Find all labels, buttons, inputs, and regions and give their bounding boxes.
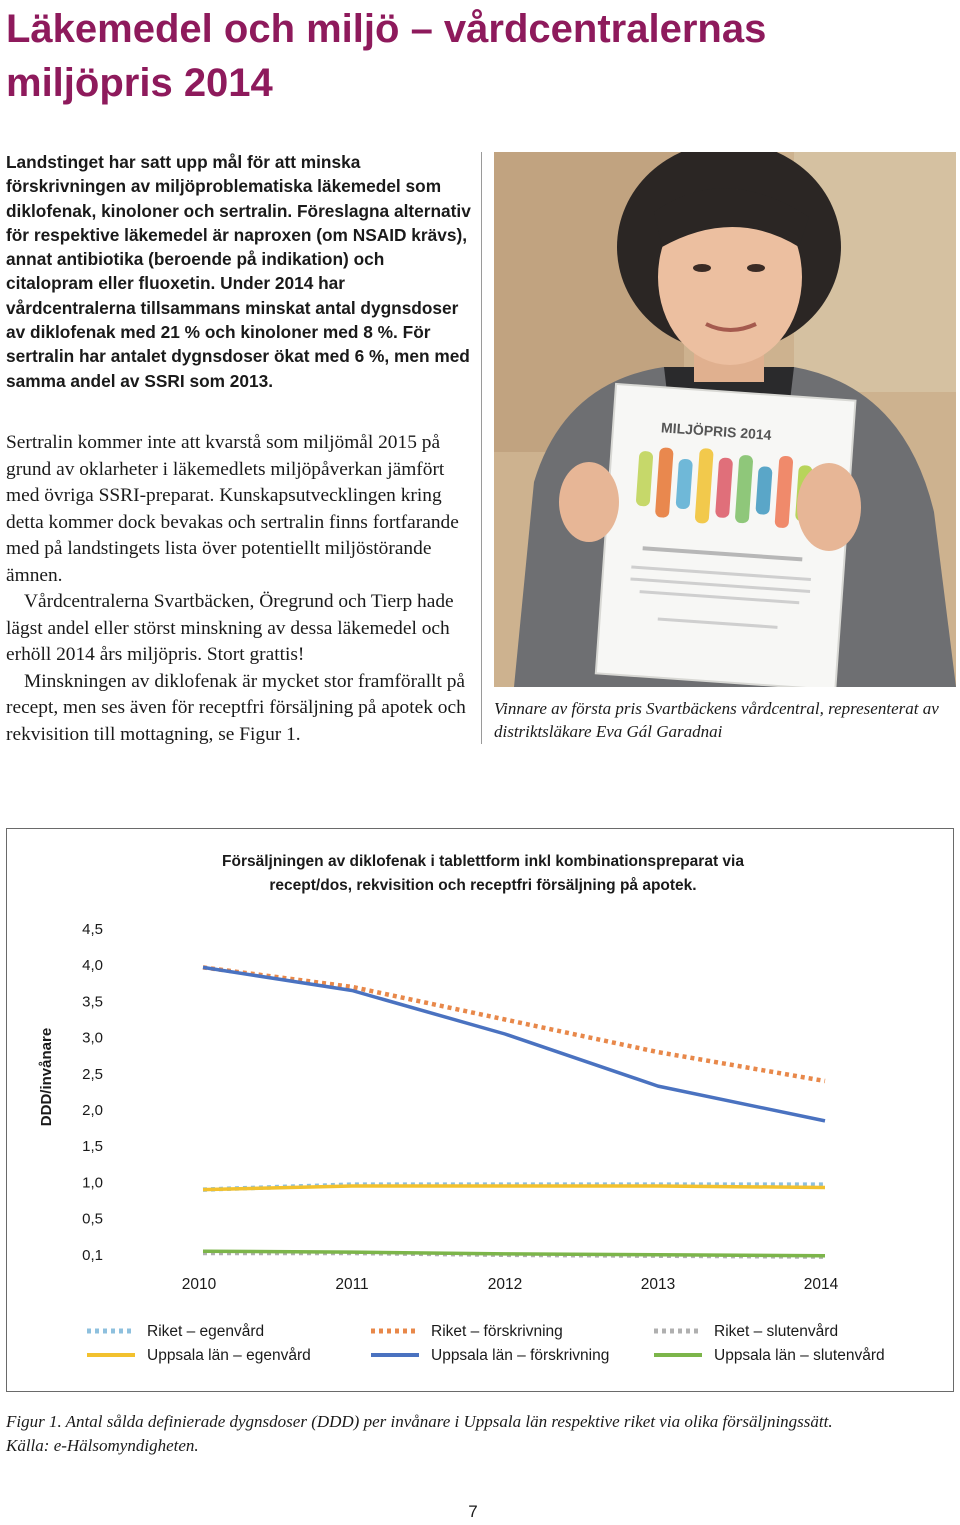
series-line: [203, 967, 825, 1121]
title-line-1: Läkemedel och miljö – vårdcentralernas: [6, 7, 767, 51]
article-title: [6, 2, 946, 110]
award-photo: [494, 152, 956, 687]
column-divider: [481, 152, 482, 744]
chart-lines: [203, 967, 825, 1256]
series-line: [203, 1186, 825, 1190]
article-body: [6, 430, 476, 748]
chart-legend: [87, 1323, 885, 1364]
award-photo-illustration: [494, 152, 956, 687]
series-line: [203, 967, 825, 1081]
legend-label: Uppsala län – egenvård: [147, 1347, 311, 1364]
y-tick-label: 1,0: [82, 1174, 103, 1192]
photo-caption: Vinnare av första pris Svartbäckens vårdcentral, representerat av distriktsläkare Eva Gál Garadnai: [494, 699, 939, 741]
chart-ticks: [82, 921, 838, 1293]
series-line: [203, 1251, 825, 1256]
chart-title-line-1: Försäljningen av diklofenak i tablettform inkl kombinationspreparat via: [222, 853, 744, 870]
y-tick-label: 4,5: [82, 921, 103, 938]
figure-box: [6, 828, 954, 1392]
x-tick-label: 2011: [335, 1276, 369, 1293]
y-tick-label: 2,0: [82, 1102, 103, 1119]
y-axis-label: DDD/invånare: [38, 1027, 55, 1127]
line-chart: [7, 829, 955, 1393]
document-title: MILJÖPRIS 2014: [660, 419, 772, 443]
y-tick-label: 2,5: [82, 1065, 103, 1083]
x-tick-label: 2012: [487, 1276, 523, 1293]
body-paragraph: Minskningen av diklofenak är mycket stor framförallt på recept, men ses även för receptfri försäljning på apotek och rekvisition till mottagning, se Figur 1.: [6, 670, 466, 745]
page-number: 7: [468, 1502, 478, 1521]
legend-label: Riket – förskrivning: [431, 1323, 563, 1340]
legend-label: Riket – slutenvård: [714, 1323, 839, 1340]
y-tick-label: 3,5: [82, 993, 103, 1011]
legend-label: Uppsala län – förskrivning: [431, 1347, 610, 1364]
y-tick-label: 0,1: [82, 1246, 103, 1264]
body-paragraph: Vårdcentralerna Svartbäcken, Öregrund och Tierp hade lägst andel eller störst minskning av dessa läkemedel och erhöll 2014 års miljöpris. Stort grattis!: [6, 591, 454, 665]
figure-caption-line-1: Figur 1. Antal sålda definierade dygnsdoser (DDD) per invånare i Uppsala län respektive riket via olika försäljningssätt.: [6, 1412, 833, 1431]
y-tick-label: 0,5: [82, 1210, 103, 1228]
x-tick-label: 2013: [640, 1276, 676, 1293]
legend-label: Uppsala län – slutenvård: [714, 1347, 885, 1364]
y-tick-label: 1,5: [82, 1138, 103, 1156]
title-line-2: miljöpris 2014: [6, 61, 273, 105]
legend-label: Riket – egenvård: [147, 1323, 265, 1340]
x-tick-label: 2014: [803, 1276, 839, 1293]
lead-paragraph: Landstinget har satt upp mål för att minska förskrivningen av miljöproblematiska läkemedel som diklofenak, kinoloner och sertralin. Föreslagna alternativ för respektive läkemedel är naproxen (om NSAID krävs), annat antibiotika (beroende på indikation) och citalopram eller fluoxetin. Under 2014 har vårdcentralerna tillsammans minskat antal dygnsdoser av diklofenak med 21 % och kinoloner med 8 %. För sertralin har antalet dygnsdoser ökat med 6 %, men med samma andel av SSRI som 2013.: [6, 152, 471, 391]
x-tick-label: 2010: [181, 1276, 217, 1293]
body-paragraph: Sertralin kommer inte att kvarstå som miljömål 2015 på grund av oklarheter i läkemedlets miljöpåverkan jämfört med övriga SSRI-preparat. Kunskapsutvecklingen kring detta kommer dock bevakas och sertralin finns fortfarande med på landstingets lista över potentiellt miljöstörande ämnen.: [6, 432, 459, 586]
y-tick-label: 3,0: [82, 1029, 103, 1047]
figure-caption-line-2: Källa: e-Hälsomyndigheten.: [6, 1436, 199, 1455]
chart-title-line-2: recept/dos, rekvisition och receptfri försäljning på apotek.: [269, 877, 697, 894]
y-tick-label: 4,0: [82, 957, 103, 975]
figure-caption: [6, 1410, 946, 1458]
